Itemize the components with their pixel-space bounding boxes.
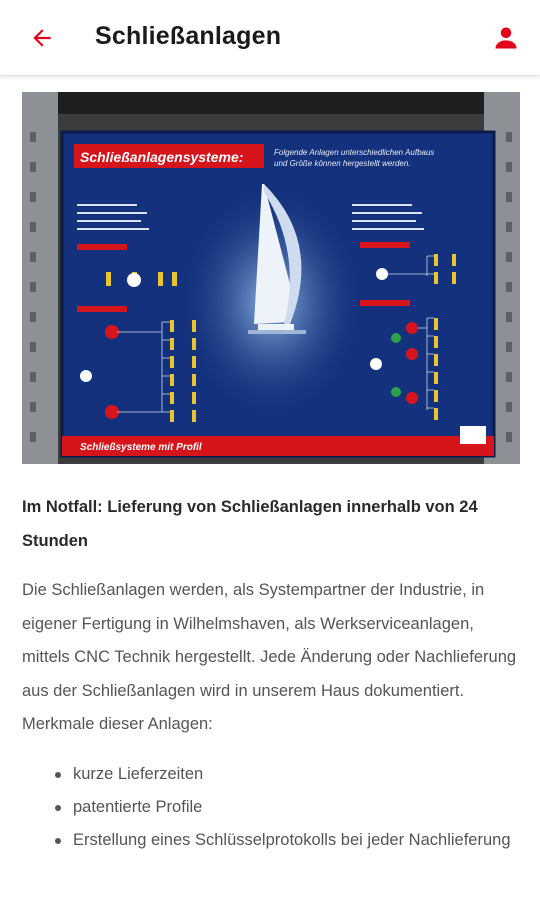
app-bar	[0, 0, 540, 76]
board-footer: Schließsysteme mit Profil	[80, 442, 202, 453]
arrow-left-icon	[29, 25, 55, 51]
article-paragraph: Die Schließanlagen werden, als Systempartner der Industrie, in eigener Fertigung in Wilhelmshaven, als Werkserviceanlagen, mittels CNC Technik hergestellt. Jede Änderung oder Nachlieferung aus der Schließanlagen wird in unserem Haus dokumentiert. Merkmale dieser Anlagen:	[22, 581, 517, 733]
board-subtitle-line1: Folgende Anlagen unterschiedlichen Aufbaus	[274, 148, 435, 157]
feature-list	[22, 758, 522, 857]
back-button[interactable]	[24, 20, 60, 56]
list-item: patentierte Profile	[22, 791, 522, 824]
list-item: kurze Lieferzeiten	[22, 758, 522, 791]
hero-image	[22, 92, 520, 464]
user-icon	[492, 24, 520, 52]
profile-button[interactable]	[488, 20, 524, 56]
article-lead: Im Notfall: Lieferung von Schließanlagen innerhalb von 24 Stunden	[22, 498, 478, 550]
article-content	[22, 490, 522, 857]
board-subtitle-line2: und Größe können hergestellt werden.	[274, 159, 411, 168]
list-item: Erstellung eines Schlüsselprotokolls bei jeder Nachlieferung	[22, 824, 522, 857]
page-title: Schließanlagen	[95, 22, 282, 50]
board-title: Schließanlagensysteme:	[80, 149, 244, 165]
